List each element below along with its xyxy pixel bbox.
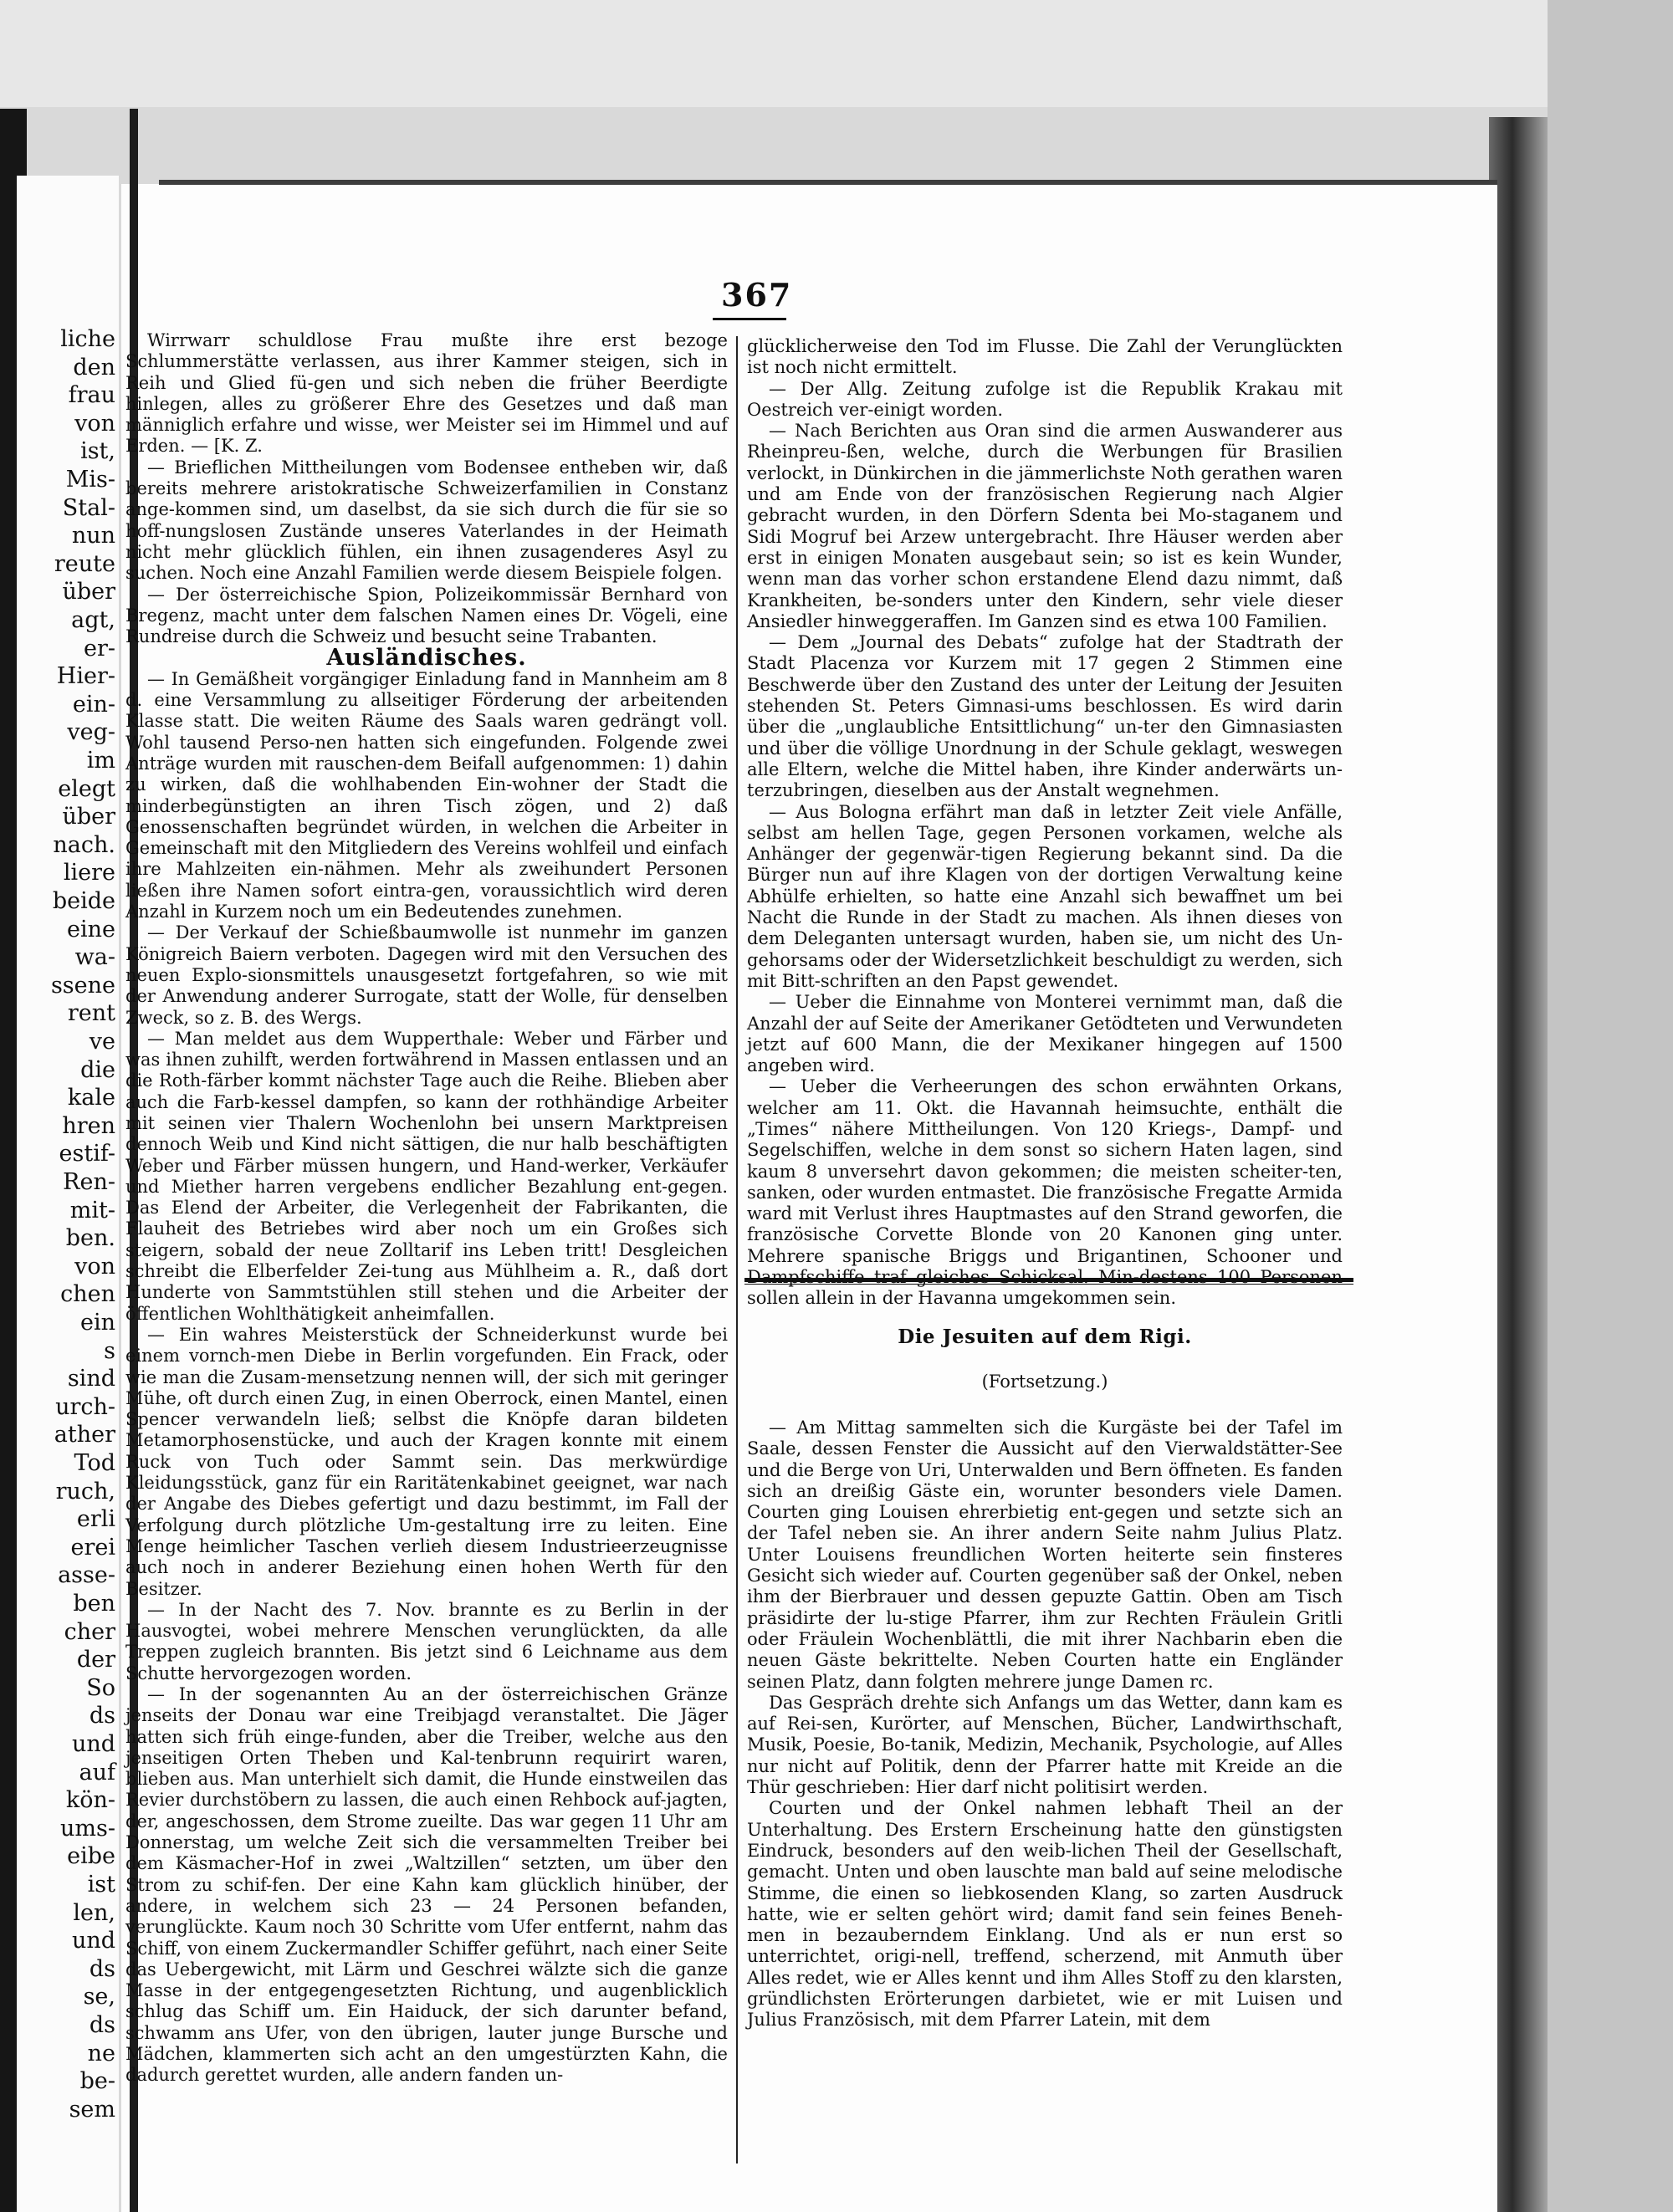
- strip-text-fragment: kön-: [65, 1787, 115, 1814]
- article-separator-thin-rule: [744, 1284, 1353, 1285]
- strip-text-fragment: ds: [89, 1703, 115, 1729]
- paragraph: — Der Verkauf der Schießbaumwolle ist nunmehr im ganzen Königreich Baiern verboten. Dagegen wird mit den Versuchen des neuen Explo-sionsmittels unausgesetzt fortgefahren, so wie mit der Anwendung anderer Surrogate, statt der Wolle, für denselben Zweck, so z. B. des Wergs.: [125, 922, 728, 1028]
- strip-text-fragment: reute: [54, 550, 115, 577]
- strip-text-fragment: Tod: [74, 1450, 115, 1476]
- article-separator-rule: [744, 1278, 1353, 1282]
- right-column-article: [747, 1418, 1343, 2031]
- strip-text-fragment: ben: [73, 1591, 115, 1617]
- strip-text-fragment: ather: [54, 1422, 115, 1448]
- strip-text-fragment: cher: [64, 1618, 115, 1645]
- strip-text-fragment: ums-: [60, 1815, 115, 1842]
- right-column: [747, 336, 1343, 1310]
- paragraph: — Aus Bologna erfährt man daß in letzter Zeit viele Anfälle, selbst am hellen Tage, gegen Personen vorkamen, welche als Anhänger der gegenwär-tigen Regierung bekannt sind. Da die Bürger nun auf ihre Klagen von der dortigen Verwaltung keine Abhülfe erhielten, so hatte eine Anzahl sich bewaffnet um bei Nacht die Runde in der Stadt zu machen. Als ihnen dieses von dem Deleganten untersagt wurden, haben sie, um nicht des Un-gehorsams oder der Widersetzlichkeit beschuldigt zu werden, sich mit Bitt-schriften an den Papst gewendet.: [747, 801, 1343, 991]
- book-binding-shadow: [1489, 117, 1548, 2212]
- strip-text-fragment: und: [71, 1731, 115, 1757]
- paragraph: — Man meldet aus dem Wupperthale: Weber und Färber und was ihnen zuhilft, werden fortwährend in Massen entlassen und an die Roth-färber kommt nächster Tage auch die Reihe. Blieben aber auch die Farb-kessel dampfen, so kann der rothhändige Arbeiter mit seinen vier Thalern Wochenlohn bei unsern Marktpreisen dennoch Weib und Kind nicht sättigen, die nur halb beschäftigten Weber und Färber müssen hungern, und Hand-werker, Verkäufer und Miether harren vergebens endlicher Bezahlung ent-gegen. Das Elend der Arbeiter, die Verlegenheit der Fabrikanten, die Flauheit des Betriebes wird aber noch um ein Großes sich steigern, sobald der neue Zolltarif ins Leben tritt! Desgleichen schreibt die Elberfelder Zei-tung aus Mühlheim a. R., daß dort Hunderte von Sammtstühlen still stehen und die Arbeiter der öffentlichen Wohlthätigkeit anheimfallen.: [125, 1028, 728, 1324]
- strip-text-fragment: ve: [89, 1029, 115, 1055]
- strip-text-fragment: ben.: [65, 1225, 115, 1252]
- strip-text-fragment: er-: [83, 635, 115, 662]
- paragraph: — In der sogenannten Au an der österreichischen Gränze jenseits der Donau war eine Treibjagd veranstaltet. Die Jäger hatten sich früh einge-funden, aber die Treiber, welche aus den jenseitigen Orten Theben und Kal-tenbrunn requirirt waren, blieben aus. Man unterhielt sich damit, die Hunde einstweilen das Revier durchstöbern zu lassen, die auch einen Rehbock auf-jagten, der, angeschossen, dem Strome zueilte. Das war gegen 11 Uhr am Donnerstag, um welche Zeit sich die versammelten Treiber bei dem Käsmacher-Hof in zwei „Waltzillen“ setzten, um über den Strom zu schif-fen. Der eine Kahn kam glücklich hinüber, der andere, in welchem sich 23 — 24 Personen befanden, verunglückte. Kaum noch 30 Schritte vom Ufer entfernt, nahm das Schiff, von einem Zuckermandler Schiffer geführt, nach einer Seite das Uebergewicht, mit Lärm und Geschrei wälzte sich die ganze Masse in der entgegengesetzten Richtung, und augenblicklich schlug das Schiff um. Ein Haiduck, der sich darunter befand, schwamm ans Ufer, von den übrigen, lauter junge Bursche und Mädchen, klammerten sich acht an den umgestürzten Kahn, die dadurch gerettet wurden, alle andern fanden un-: [125, 1684, 728, 2086]
- strip-text-fragment: So: [86, 1674, 115, 1701]
- paragraph: Das Gespräch drehte sich Anfangs um das Wetter, dann kam es auf Rei-sen, Kurörter, auf Menschen, Bücher, Landwirthschaft, Musik, Poesie, Bo-tanik, Medizin, Mechanik, Psychologie, auf Alles nur nicht auf Politik, denn der Pfarrer hatte mit Kreide an die Thür geschrieben: Hier darf nicht politisirt werden.: [747, 1692, 1343, 1798]
- strip-text-fragment: Ren-: [63, 1169, 115, 1195]
- paragraph: — Der Allg. Zeitung zufolge ist die Republik Krakau mit Oestreich ver-einigt worden.: [747, 378, 1343, 420]
- article-title: Die Jesuiten auf dem Rigi.: [898, 1326, 1192, 1348]
- strip-text-fragment: nach.: [53, 831, 115, 858]
- strip-text-fragment: und: [71, 1928, 115, 1954]
- strip-text-fragment: se,: [83, 1984, 115, 2010]
- paragraph: — In Gemäßheit vorgängiger Einladung fand in Mannheim am 8 d. eine Versammlung zu allseitiger Förderung der arbeitenden Klasse statt. Die weiten Räume des Saals waren gedrängt voll. Wohl tausend Perso-nen hatten sich eingefunden. Folgende zwei Anträge wurden mit rauschen-dem Beifall aufgenommen: 1) dahin zu wirken, daß die wohlhabenden Ein-wohner der Stadt die minderbegünstigten an ihren Tisch zögen, und 2) daß Genossenschaften begründet würden, in welchen die Arbeiter in Gemeinschaft mit den Mitgliedern des Vereins wohlfeil und einfach ihre Mahlzeiten ein-nähmen. Mehr als zweihundert Personen ließen ihre Namen sofort eintra-gen, voraussichtlich wird deren Anzahl in Kurzem noch um ein Bedeutendes zunehmen.: [125, 668, 728, 922]
- page-number: 367: [721, 276, 793, 314]
- paragraph: Wirrwarr schuldlose Frau mußte ihre erst bezoge Schlummerstätte verlassen, aus ihrer Kammer steigen, sich in Reih und Glied fü-gen und sich neben die früher Beerdigte hinlegen, alles zu größerer Ehre des Gesetzes und daß man männiglich erfahre und wisse, wer Meister sei im Himmel und auf Erden. — [K. Z.: [125, 330, 728, 457]
- article-subtitle: (Fortsetzung.): [981, 1372, 1108, 1392]
- strip-text-fragment: wa-: [74, 944, 115, 971]
- paragraph: — Nach Berichten aus Oran sind die armen Auswanderer aus Rheinpreu-ßen, welche, durch die Werbungen für Brasilien verlockt, in Dünkirchen in die jämmerlichste Noth gerathen waren und am Ende von der französischen Regierung nach Algier gebracht wurden, in den Dörfern Sdenta bei Mo-staganem und Sidi Mogruf bei Arzew untergebracht. Ihre Häuser werden aber erst in einigen Monaten ausgebaut sein; so ist es kein Wunder, wenn man das vorher schon erstandene Elend dazu nimmt, daß Krankheiten, be-sonders unter den Kindern, sehr viele dieser Ansiedler hinweggeraffen. Im Ganzen sind es etwa 100 Familien.: [747, 421, 1343, 631]
- column-divider: [736, 336, 738, 2163]
- section-heading: Ausländisches.: [326, 645, 527, 672]
- strip-text-fragment: über: [62, 579, 115, 605]
- strip-text-fragment: erli: [76, 1506, 115, 1533]
- strip-text-fragment: liche: [60, 326, 115, 352]
- strip-text-fragment: auf: [79, 1759, 115, 1785]
- strip-text-fragment: ist: [87, 1872, 115, 1898]
- paragraph: — Der österreichische Spion, Polizeikommissär Bernhard von Bregenz, macht unter dem falschen Namen eines Dr. Vögeli, eine Rundreise durch die Schweiz und besucht seine Trabanten.: [125, 584, 728, 647]
- strip-text-fragment: die: [80, 1056, 115, 1083]
- scanner-background-right: [1548, 0, 1673, 2212]
- strip-text-fragment: erei: [70, 1534, 115, 1561]
- page-number-underline: [713, 318, 786, 320]
- strip-text-fragment: len,: [73, 1899, 115, 1926]
- paragraph: — Brieflichen Mittheilungen vom Bodensee entheben wir, daß bereits mehrere aristokratische Schweizerfamilien in Constanz ange-kommen sind, um daselbst, da sie sich durch die für sie so hoff-nungslosen Zustände unseres Vaterlandes in der Heimath nicht mehr glücklich fühlen, ein ihnen zusagenderes Asyl zu suchen. Noch eine Anzahl Familien werde diesem Beispiele folgen.: [125, 457, 728, 584]
- strip-text-fragment: ein-: [72, 691, 115, 718]
- strip-text-fragment: Hier-: [56, 663, 115, 690]
- strip-text-fragment: ruch,: [55, 1478, 115, 1504]
- strip-text-fragment: der: [76, 1647, 115, 1673]
- strip-text-fragment: ssene: [50, 972, 115, 999]
- strip-text-fragment: rent: [67, 1000, 115, 1027]
- strip-text-fragment: mit-: [69, 1197, 115, 1223]
- strip-text-fragment: sem: [69, 2096, 115, 2123]
- page-top-edge: [159, 180, 1497, 185]
- strip-text-fragment: s: [104, 1337, 115, 1364]
- strip-text-fragment: beide: [52, 888, 115, 914]
- paragraph: — Am Mittag sammelten sich die Kurgäste bei der Tafel im Saale, dessen Fenster die Aussicht auf den Vierwaldstätter-See und die Berge von Uri, Unterwalden und Bern öffneten. Es fanden sich an dreißig Gäste ein, worunter besonders viele Damen. Courten ging Louisen ehrerbietig ent-gegen und setzte sich an der Tafel neben sie. An ihrer andern Seite nahm Julius Platz. Unter Louisens freundlichen Worten heiterte sein finsteres Gesicht sich wieder auf. Courten gegenüber saß der Onkel, neben ihm der Bierbrauer und dessen gepuzte Gattin. Oben am Tisch präsidirte der lu-stige Pfarrer, ihm zur Rechten Fräulein Gritli oder Fräulein Wochenblättli, die mit ihrer Nachbarin eben die neuen Gäste bekrittelte. Neben Courten hatte ein Engländer seinen Platz, dann folgten mehrere junge Damen rc.: [747, 1418, 1343, 1692]
- strip-text-fragment: eine: [67, 916, 115, 943]
- strip-text-fragment: nun: [71, 523, 115, 549]
- left-column: [125, 330, 728, 2087]
- strip-text-fragment: ne: [87, 2040, 115, 2066]
- strip-text-fragment: liere: [63, 860, 115, 886]
- strip-text-fragment: elegt: [58, 775, 115, 802]
- paragraph: — In der Nacht des 7. Nov. brannte es zu Berlin in der Hausvogtei, wobei mehrere Menschen verunglückten, da alle Treppen zugleich brannten. Bis jetzt sind 6 Leichname aus dem Schutte hervorgezogen worden.: [125, 1599, 728, 1683]
- strip-text-fragment: veg-: [67, 719, 115, 746]
- strip-text-fragment: be-: [79, 2068, 115, 2095]
- paragraph: Courten und der Onkel nahmen lebhaft Theil an der Unterhaltung. Des Erstern Erscheinung hatte den günstigsten Eindruck, besonders auf den weib-lichen Theil der Gesellschaft, gemacht. Unten und oben lauschte man bald auf seine melodische Stimme, die einen so liebkosenden Klang, so zarten Ausdruck hatte, wie er selten gehört wird; damit fand sein feines Beneh-men in bezauberndem Einklang. Und als er nun erst so unterrichtet, origi-nell, treffend, scherzend, mit Anmuth über Alles redet, wie er Alles kennt und ihm Alles Stoff zu den klarsten, gründlichsten Erörterungen darbietet, wie er mit Luisen und Julius Französisch, mit dem Pfarrer Latein, mit dem: [747, 1798, 1343, 2031]
- strip-text-fragment: chen: [60, 1281, 115, 1308]
- strip-text-fragment: sind: [67, 1366, 115, 1392]
- strip-text-fragment: ds: [89, 1955, 115, 1982]
- paragraph: — Dem „Journal des Debats“ zufolge hat der Stadtrath der Stadt Placenza vor Kurzem mit 17 gegen 2 Stimmen eine Beschwerde über den Zustand des unter der Leitung der Jesuiten stehenden St. Peters Gimnasi-ums beschlossen. Es wird darin über die „unglaubliche Entsittlichung“ un-ter den Gimnasiasten und über die völlige Unordnung in der Schule geklagt, weswegen alle Eltern, welche die Mittel haben, ihre Kinder anderwärts un-terzubringen, dieselben aus der Anstalt wegnehmen.: [747, 632, 1343, 801]
- paragraph: — Ueber die Verheerungen des schon erwähnten Orkans, welcher am 11. Okt. die Havannah heimsuchte, enthält die „Times“ nähere Mittheilungen. Von 120 Kriegs-, Dampf- und Segelschiffen, welche in dem sonst so sichern Haten lagen, sind kaum 8 unversehrt davon gekommen; die meisten scheiter-ten, sanken, oder wurden entmastet. Die französische Fregatte Armida ward mit Verlust ihres Hauptmastes auf den Strand geworfen, die französische Corvette Blonde von 20 Kanonen ging unter. Mehrere spanische Briggs und Brigantinen, Schooner und sollen allein in der Havanna umgekommen sein.: [747, 1076, 1343, 1309]
- strip-text-fragment: ist,: [80, 438, 115, 465]
- strip-text-fragment: agt,: [71, 607, 115, 633]
- strip-text-fragment: kale: [67, 1085, 115, 1111]
- strip-text-fragment: von: [74, 1253, 115, 1280]
- scanner-background-top: [0, 0, 1673, 107]
- paragraph: — Ueber die Einnahme von Monterei vernimmt man, daß die Anzahl der auf Seite der Amerikaner Getödteten und Verwundeten jetzt auf 600 Mann, die der Mexikaner hingegen auf 1500 angeben wird.: [747, 992, 1343, 1076]
- strip-text-fragment: den: [73, 354, 115, 381]
- paragraph: — Ein wahres Meisterstück der Schneiderkunst wurde bei einem vornch-men Diebe in Berlin vorgefunden. Ein Frack, oder wie man die Zusam-mensetzung nennen will, der sich mit geringer Mühe, oft durch einen Zug, in einen Oberrock, einen Mantel, einen Spencer verwandeln ließ; selbst die Knöpfe daran bildeten Metamorphosenstücke, und auch der Kragen konnte mit einem Ruck von Tuch oder Sammt sein. Das merkwürdige Kleidungsstück, ganz für ein Raritätenkabinet geeignet, war nach der Angabe des Diebes gefertigt und dazu bestimmt, im Fall der Verfolgung durch plötzliche Um-gestaltung irre zu leiten. Eine Menge heimlicher Taschen verlieh diesem Industrieerzeugnisse auch noch in anderer Beziehung einen hohen Werth für den Besitzer.: [125, 1324, 728, 1599]
- strip-text-fragment: ds: [89, 2012, 115, 2038]
- strip-text-fragment: im: [86, 748, 115, 774]
- adjacent-page-strip: [17, 176, 119, 2212]
- paragraph: glücklicherweise den Tod im Flusse. Die Zahl der Verunglückten ist noch nicht ermittelt.: [747, 336, 1343, 378]
- strip-text-fragment: urch-: [55, 1393, 115, 1420]
- strip-text-fragment: estif-: [59, 1141, 115, 1167]
- strip-text-fragment: Mis-: [65, 467, 115, 493]
- strip-text-fragment: über: [62, 804, 115, 830]
- strip-text-fragment: von: [74, 410, 115, 437]
- strip-text-fragment: Stal-: [62, 494, 115, 521]
- strip-text-fragment: asse-: [58, 1562, 115, 1589]
- strip-text-fragment: eibe: [67, 1843, 115, 1870]
- strip-text-fragment: hren: [62, 1112, 115, 1139]
- strip-text-fragment: frau: [68, 382, 115, 409]
- strip-text-fragment: ein: [79, 1310, 115, 1336]
